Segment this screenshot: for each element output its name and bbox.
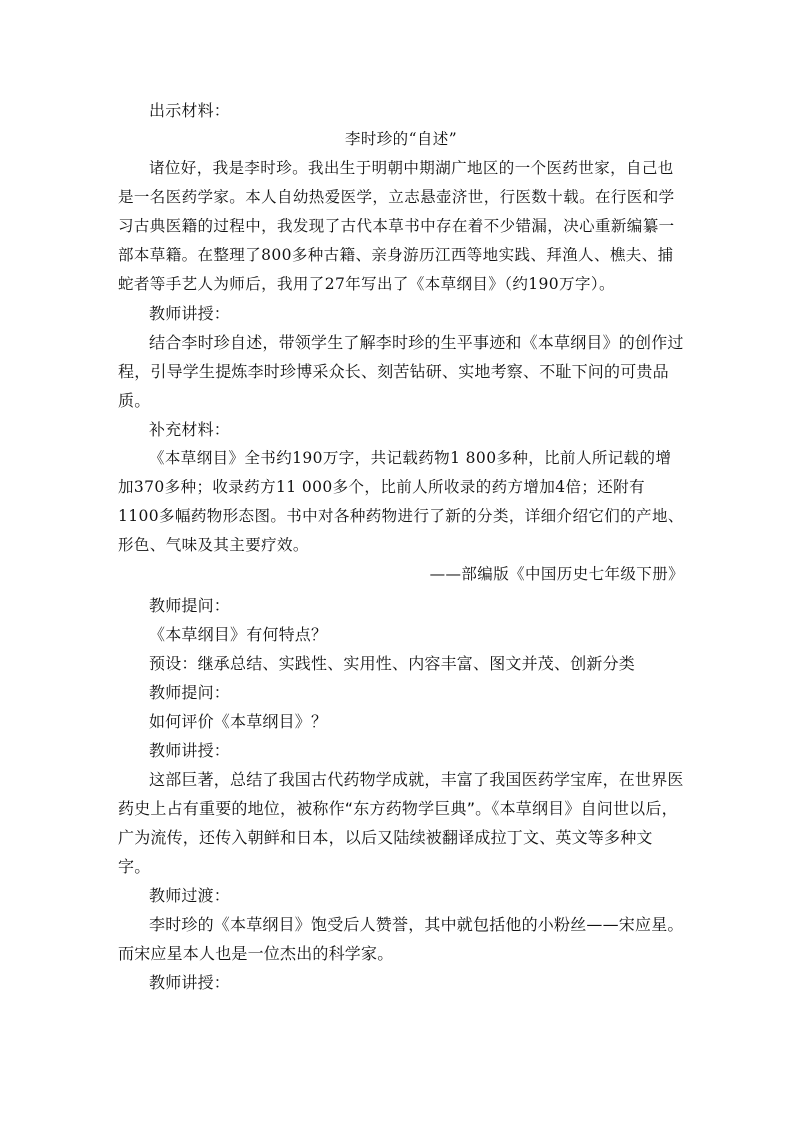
supplement-label: 补充材料： bbox=[149, 420, 231, 439]
material-title: 李时珍的“自述” bbox=[344, 130, 458, 148]
teacher-explain-text-2: 这部巨著，总结了我国古代药物学成就，丰富了我国医药学宝库，在世界医药史上占有重要的地位，被称作“东方药物学巨典”。《本草纲目》自问世以后，广为流传，还传入朝鲜和日本，以后又陆续被翻译成拉丁文、英文等多种文字。 bbox=[118, 770, 684, 876]
supplement-text: 《本草纲目》全书约190万字，共记载药物1 800多种，比前人所记载的增加370多种；收录药方11 000多个，比前人所收录的药方增加4倍；还附有1100多幅药物形态图。书中对各种药物进行了新的分类，详细介绍它们的产地、形色、气味及其主要疗效。 bbox=[118, 449, 684, 554]
teacher-explain-text-1: 结合李时珍自述，带领学生了解李时珍的生平事迹和《本草纲目》的创作过程，引导学生提炼李时珍博采众长、刻苦钻研、实地考察、不耻下问的可贵品质。 bbox=[118, 333, 684, 410]
material-text: 诸位好，我是李时珍。我出生于明朝中期湖广地区的一个医药世家，自己也是一名医药学家。本人自幼热爱医学，立志悬壶济世，行医数十载。在行医和学习古典医籍的过程中，我发现了古代本草书中存在着不少错漏，决心重新编纂一部本草籍。在整理了800多种古籍、亲身游历江西等地实践、拜渔人、樵夫、捕蛇者等手艺人为师后，我用了27年写出了《本草纲目》（约190万字）。 bbox=[118, 159, 675, 293]
teacher-question-text-1: 《本草纲目》有何特点？ bbox=[149, 625, 328, 644]
document-content bbox=[118, 96, 684, 997]
teacher-question-label-1: 教师提问： bbox=[149, 596, 231, 615]
teacher-explain-label-3: 教师讲授： bbox=[149, 973, 231, 992]
teacher-question-label-2: 教师提问： bbox=[149, 683, 231, 702]
preset-answer: 预设：继承总结、实践性、实用性、内容丰富、图文并茂、创新分类 bbox=[149, 654, 636, 673]
teacher-question-text-2: 如何评价《本草纲目》？ bbox=[149, 712, 328, 731]
teacher-explain-label-2: 教师讲授： bbox=[149, 741, 231, 760]
teacher-explain-label-1: 教师讲授： bbox=[149, 304, 231, 323]
supplement-source: ——部编版《中国历史七年级下册》 bbox=[429, 565, 684, 583]
teacher-transition-text: 李时珍的《本草纲目》饱受后人赞誉，其中就包括他的小粉丝——宋应星。而宋应星本人也是一位杰出的科学家。 bbox=[118, 915, 684, 963]
teacher-transition-label: 教师过渡： bbox=[149, 886, 231, 905]
material-label: 出示材料： bbox=[149, 101, 231, 120]
